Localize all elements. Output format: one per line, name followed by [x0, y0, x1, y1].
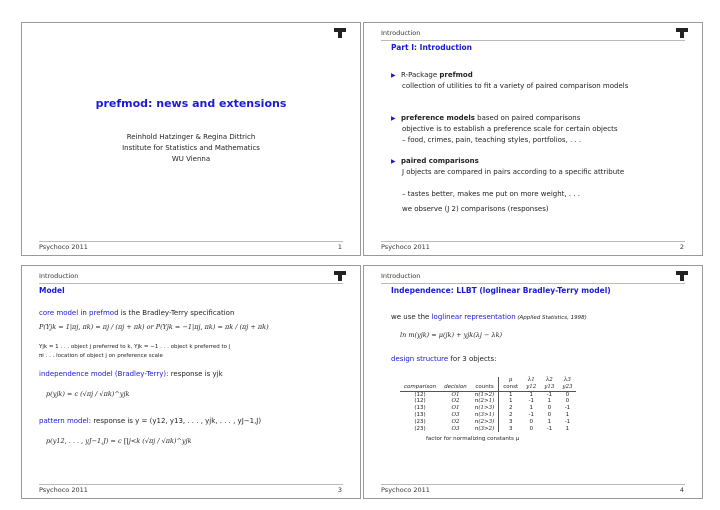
wu-logo-icon	[676, 28, 688, 38]
bullet-preference-models: ▶ preference models based on paired comparisons	[391, 114, 581, 122]
slide-header: Introduction	[381, 272, 421, 280]
bt-equation: P(Yjk = 1|πj, πk) = πj / (πj + πk) or P(Yjk = −1|πj, πk) = πk / (πj + πk)	[39, 323, 269, 331]
table-note: factor for normalizing constants μ	[426, 436, 520, 442]
pattern-model-line: pattern model: response is y = (y12, y13, . . . , yjk, . . . , yJ−1,J)	[39, 417, 262, 425]
table-row: (13) O3 n(3>1) 2 -1 0 1	[414, 411, 570, 418]
table-row: (12) O2 n(2>1) 1 -1 1 0	[414, 398, 570, 405]
table-row: (23) O2 n(2>3) 3 0 1 -1	[414, 418, 571, 425]
page-number: 1	[337, 243, 342, 251]
independence-equation: p(yjk) = c (√πj / √πk)^yjk	[46, 390, 130, 398]
section-title: Part I: Introduction	[391, 43, 473, 52]
footer: Psychoco 2011	[381, 486, 430, 494]
bullet-subtext: – tastes better, makes me put on more weight, . . .	[402, 190, 580, 198]
presentation-title: prefmod: news and extensions	[95, 97, 287, 110]
slide-title: Independence: LLBT (loglinear Bradley-Terry model)	[391, 286, 611, 295]
pattern-equation: p(y12, . . . , yJ−1,J) = c ∏j<k (√πj / √πk)^yjk	[46, 437, 192, 445]
slide-header: Introduction	[381, 29, 421, 37]
slide-title: Model	[39, 286, 65, 295]
design-table: μ λ1 λ2 λ3 comparison decision counts const y12 y13 y23 (12) O1 n(1>2) 1 1 -1 0 (12) O2 n(2>1) 1 -1 1 0 (13) O1 n(1>3) 2 1 0 -1 (13) O3 n(3>1) 2 -1 0 1 (23) O2 n(2>3) 3 0 1 -1 (23) O3 n(3>2) 3 0 -1 1	[400, 377, 576, 432]
bullet-paired-comparisons: ▶ paired comparisons	[391, 157, 479, 165]
slide-1	[21, 22, 361, 256]
bullet-arrow-icon: ▶	[391, 72, 396, 79]
wu-logo-icon	[676, 271, 688, 281]
page-number: 2	[679, 243, 684, 251]
slide-3	[21, 265, 361, 499]
bullet-arrow-icon: ▶	[391, 115, 396, 122]
footer: Psychoco 2011	[39, 486, 88, 494]
bullet-arrow-icon: ▶	[391, 158, 396, 165]
university: WU Vienna	[171, 155, 211, 163]
core-model-line: core model in prefmod is the Bradley-Terry specification	[39, 309, 235, 317]
slide-4	[363, 265, 703, 499]
slide-2	[363, 22, 703, 256]
loglinear-line: we use the loglinear representation (Applied Statistics, 1998)	[391, 313, 587, 321]
bullet-subtext: collection of utilities to fit a variety of paired comparison models	[402, 82, 629, 90]
page-number: 3	[337, 486, 342, 494]
footer: Psychoco 2011	[39, 243, 88, 251]
bullet-subtext: – food, crimes, pain, teaching styles, portfolios, . . .	[402, 136, 582, 144]
bullet-subtext: we observe (J 2) comparisons (responses)	[402, 205, 549, 213]
institute: Institute for Statistics and Mathematics	[122, 144, 260, 152]
authors: Reinhold Hatzinger & Regina Dittrich	[126, 133, 256, 141]
table-row: (23) O3 n(3>2) 3 0 -1 1	[414, 425, 570, 432]
design-structure-line: design structure for 3 objects:	[391, 355, 497, 363]
llbt-equation: ln m(yjk) = μ(jk) + yjk(λj − λk)	[400, 331, 503, 339]
footer: Psychoco 2011	[381, 243, 430, 251]
model-note: πi . . . location of object j on preference scale	[39, 353, 163, 359]
table-row: (12) O1 n(1>2) 1 1 -1 0	[414, 391, 570, 398]
wu-logo-icon	[334, 28, 346, 38]
bullet-rpackage: ▶ R-Package prefmod	[391, 71, 473, 79]
table-row: (13) O1 n(1>3) 2 1 0 -1	[414, 405, 571, 412]
slide-header: Introduction	[39, 272, 79, 280]
model-note: Yjk = 1 . . . object j preferred to k, Yjk = −1 . . . object k preferred to j	[39, 344, 231, 350]
independence-model-line: independence model (Bradley-Terry): response is yjk	[39, 370, 223, 378]
bullet-subtext: J objects are compared in pairs according to a specific attribute	[402, 168, 625, 176]
page-number: 4	[679, 486, 684, 494]
bullet-subtext: objective is to establish a preference scale for certain objects	[402, 125, 618, 133]
wu-logo-icon	[334, 271, 346, 281]
